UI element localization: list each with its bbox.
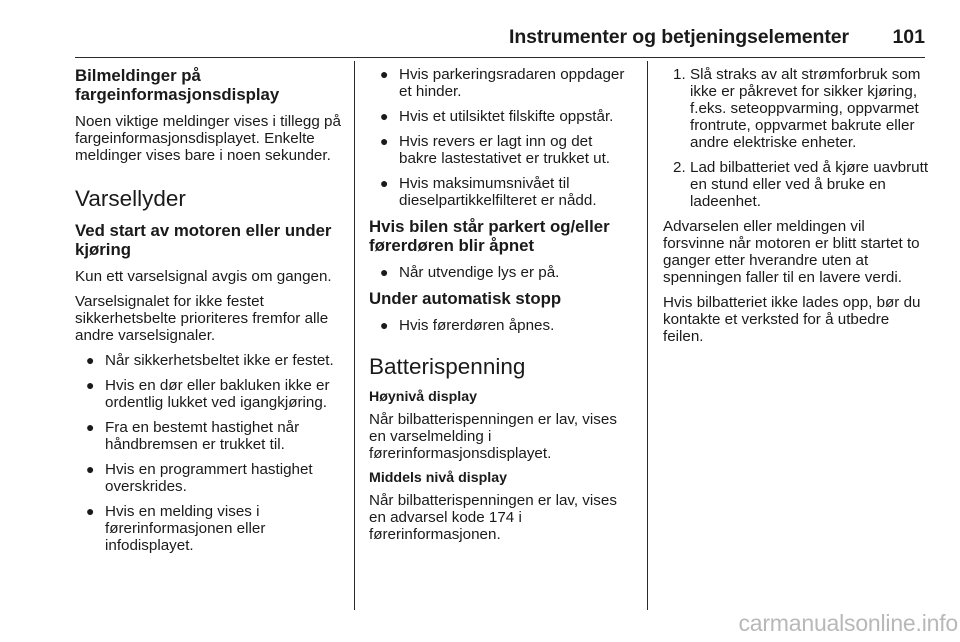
list-item: ● Hvis maksimumsnivået til dieselpartikkelfilteret er nådd.	[380, 175, 597, 209]
column-divider-left	[354, 61, 355, 610]
heading-parkert: Hvis bilen står parkert og/eller førerdøren blir åpnet	[369, 217, 610, 255]
heading-varsellyder: Varsellyder	[75, 186, 186, 211]
heading-batterispenning: Batterispenning	[369, 354, 526, 379]
bullet-icon: ●	[380, 133, 389, 149]
bullet-icon: ●	[380, 264, 389, 280]
bullet-list-warnings	[75, 352, 343, 554]
bullet-icon: ●	[86, 352, 95, 368]
list-item: ● Hvis en programmert hastighet overskrides.	[86, 461, 313, 495]
bullet-icon: ●	[380, 317, 389, 333]
bullet-icon: ●	[380, 175, 389, 191]
bullet-list-automatisk	[369, 317, 634, 334]
heading-bilmeldinger: Bilmeldinger på fargeinformasjonsdisplay	[75, 66, 280, 104]
list-item: ● Hvis parkeringsradaren oppdager et hinder.	[380, 66, 625, 100]
column-2	[369, 66, 634, 551]
bullet-icon: ●	[380, 108, 389, 124]
bullet-icon: ●	[86, 503, 95, 519]
paragraph-intro: Noen viktige meldinger vises i tillegg på fargeinformasjonsdisplayet. Enkelte meldinger vises bare i noen sekunder.	[75, 113, 341, 164]
list-item: ● Hvis førerdøren åpnes.	[380, 317, 555, 334]
bullet-icon: ●	[380, 66, 389, 82]
bullet-list-continued	[369, 66, 634, 209]
bullet-icon: ●	[86, 461, 95, 477]
list-item: 2. Lad bilbatteriet ved å kjøre uavbrutt en stund eller ved å bruke en ladeenhet.	[673, 159, 929, 210]
bullet-list-parkert	[369, 264, 634, 281]
list-item: ● Hvis en dør eller bakluken ikke er ordentlig lukket ved igangkjøring.	[86, 377, 330, 411]
list-item: ● Når utvendige lys er på.	[380, 264, 560, 281]
column-1	[75, 66, 343, 562]
paragraph-hvis: Hvis bilbatteriet ikke lades opp, bør du kontakte et verksted for å utbedre feilen.	[663, 294, 921, 345]
list-item: ● Fra en bestemt hastighet når håndbremsen er trukket til.	[86, 419, 300, 453]
paragraph-advarselen: Advarselen eller meldingen vil forsvinne når motoren er blitt startet to ganger etter hverandre uten at spenningen faller til en lavere verdi.	[663, 218, 920, 286]
bullet-icon: ●	[86, 419, 95, 435]
page-header	[75, 0, 925, 58]
header-title: Instrumenter og betjeningselementer	[509, 26, 849, 48]
paragraph-varselsignalet: Varselsignalet for ikke festet sikkerhetsbelte prioriteres fremfor alle andre varselsignaler.	[75, 293, 329, 344]
list-item: ● Når sikkerhetsbeltet ikke er festet.	[86, 352, 334, 369]
paragraph-kun: Kun ett varselsignal avgis om gangen.	[75, 268, 332, 285]
heading-hoyniva: Høynivå display	[369, 389, 478, 405]
heading-automatisk-stopp: Under automatisk stopp	[369, 289, 562, 308]
watermark: carmanualsonline.info	[738, 610, 958, 636]
bullet-icon: ●	[86, 377, 95, 393]
list-item: ● Hvis en melding vises i førerinformasjonen eller infodisplayet.	[86, 503, 266, 554]
paragraph-middels: Når bilbatterispenningen er lav, vises en advarsel kode 174 i førerinformasjonen.	[369, 492, 617, 543]
column-divider-right	[647, 61, 648, 610]
list-item: ● Hvis et utilsiktet filskifte oppstår.	[380, 108, 614, 125]
heading-ved-start: Ved start av motoren eller under kjøring	[75, 221, 332, 259]
heading-middels: Middels nivå display	[369, 470, 507, 486]
list-item: 1. Slå straks av alt strømforbruk som ikke er påkrevet for sikker kjøring, f.eks. seteoppvarming, oppvarmet frontrute, oppvarmet bakrute eller andre elektriske enheter.	[673, 66, 921, 151]
column-3	[663, 66, 929, 353]
list-item: ● Hvis revers er lagt inn og det bakre lastestativet er trukket ut.	[380, 133, 611, 167]
page-number: 101	[892, 26, 925, 48]
paragraph-hoyniva: Når bilbatterispenningen er lav, vises en varselmelding i førerinformasjonsdisplayet.	[369, 411, 617, 462]
numbered-steps	[663, 66, 929, 210]
